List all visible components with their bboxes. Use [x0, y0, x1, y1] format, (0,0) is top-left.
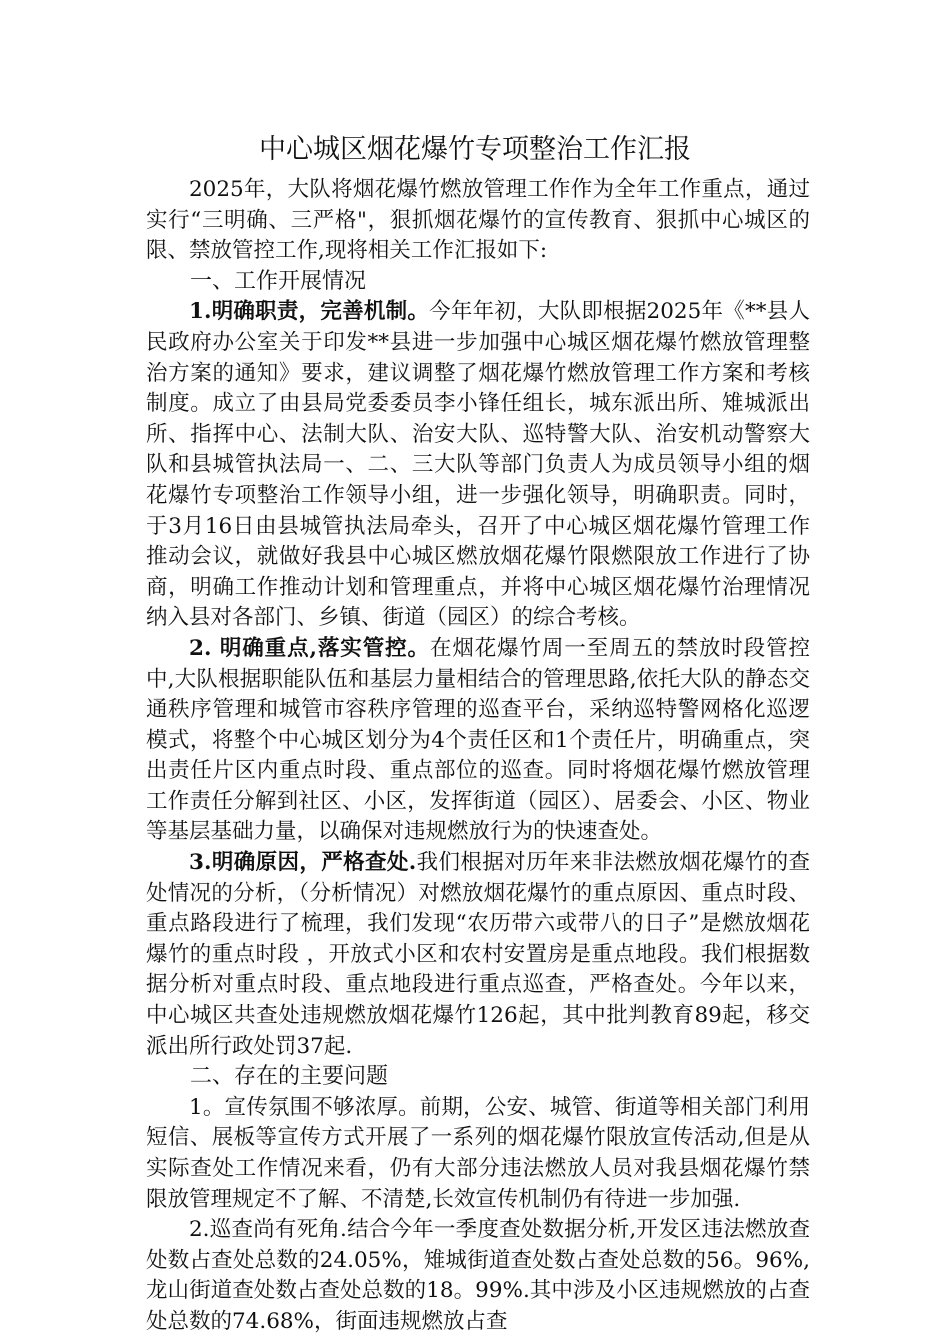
intro-paragraph: 2025年，大队将烟花爆竹燃放管理工作作为全年工作重点，通过实行“三明确、三严格"，狠抓烟花爆竹的宣传教育、狠抓中心城区的限、禁放管控工作,现将相关工作汇报如下: — [146, 177, 810, 264]
item-2-lead: 2. 明确重点,落实管控。 — [189, 635, 430, 661]
section-1-item-1 — [146, 297, 810, 634]
section-1-heading: 一、工作开展情况 — [190, 268, 367, 294]
item-3-lead: 3.明确原因，严格查处. — [189, 850, 417, 876]
section-1-item-2 — [146, 634, 810, 848]
section-2-heading: 二、存在的主要问题 — [190, 1064, 389, 1090]
document-title: 中心城区烟花爆竹专项整治工作汇报 — [259, 134, 691, 165]
item-3-text: 我们根据对历年来非法燃放烟花爆竹的查处情况的分析，（分析情况）对燃放烟花爆竹的重点原因、重点时段、重点路段进行了梳理，我们发现“农历带六或带八的日子”是燃放烟花爆竹的重点时段 ，开放式小区和农村安置房是重点地段。我们根据数据分析对重点时段、重点地段进行重点巡查，严格查处。今年以来，中心城区共查处违规燃放烟花爆竹126起，其中批判教育89起，移交派出所行政处罚37起. — [146, 850, 810, 1059]
section-2-item-2: 2.巡查尚有死角.结合今年一季度查处数据分析,开发区违法燃放查处数占查处总数的24.05%，雉城街道查处数占查处总数的56。96%,龙山街道查处数占查处总数的18。99%.其中涉及小区违规燃放的占查处总数的74.68%，街面违规燃放占查 — [146, 1217, 810, 1334]
section-1-item-3 — [146, 848, 810, 1062]
item-2-text: 在烟花爆竹周一至周五的禁放时段管控中,大队根据职能队伍和基层力量相结合的管理思路,依托大队的静态交通秩序管理和城管市容秩序管理的巡查平台，采纳巡特警网格化巡逻模式，将整个中心城区划分为4个责任区和1个责任片，明确重点，突出责任片区内重点时段、重点部位的巡查。同时将烟花爆竹燃放管理工作责任分解到社区、小区，发挥街道（园区）、居委会、小区、物业等基层基础力量，以确保对违规燃放行为的快速查处。 — [146, 635, 810, 845]
item-1-text: 今年年初，大队即根据2025年《**县人民政府办公室关于印发**县进一步加强中心城区烟花爆竹燃放管理整治方案的通知》要求，建议调整了烟花爆竹燃放管理工作方案和考核制度。成立了由县局党委委员李小锋任组长，城东派出所、雉城派出所、指挥中心、法制大队、治安大队、巡特警大队、治安机动警察大队和县城管执法局一、二、三大队等部门负责人为成员领导小组的烟花爆竹专项整治工作领导小组，进一步强化领导，明确职责。同时，于3月16日由县城管执法局牵头，召开了中心城区烟花爆竹管理工作推动会议，就做好我县中心城区燃放烟花爆竹限燃限放工作进行了协商，明确工作推动计划和管理重点，并将中心城区烟花爆竹治理情况纳入县对各部门、乡镇、街道（园区）的综合考核。 — [146, 299, 810, 631]
section-2-item-1: 1。宣传氛围不够浓厚。前期，公安、城管、街道等相关部门利用短信、展板等宣传方式开展了一系列的烟花爆竹限放宣传活动,但是从实际查处工作情况来看，仍有大部分违法燃放人员对我县烟花爆竹禁限放管理规定不了解、不清楚,长效宣传机制仍有待进一步加强. — [146, 1094, 810, 1212]
item-1-lead: 1.明确职责，完善机制。 — [189, 299, 430, 325]
document-body — [146, 175, 810, 1338]
